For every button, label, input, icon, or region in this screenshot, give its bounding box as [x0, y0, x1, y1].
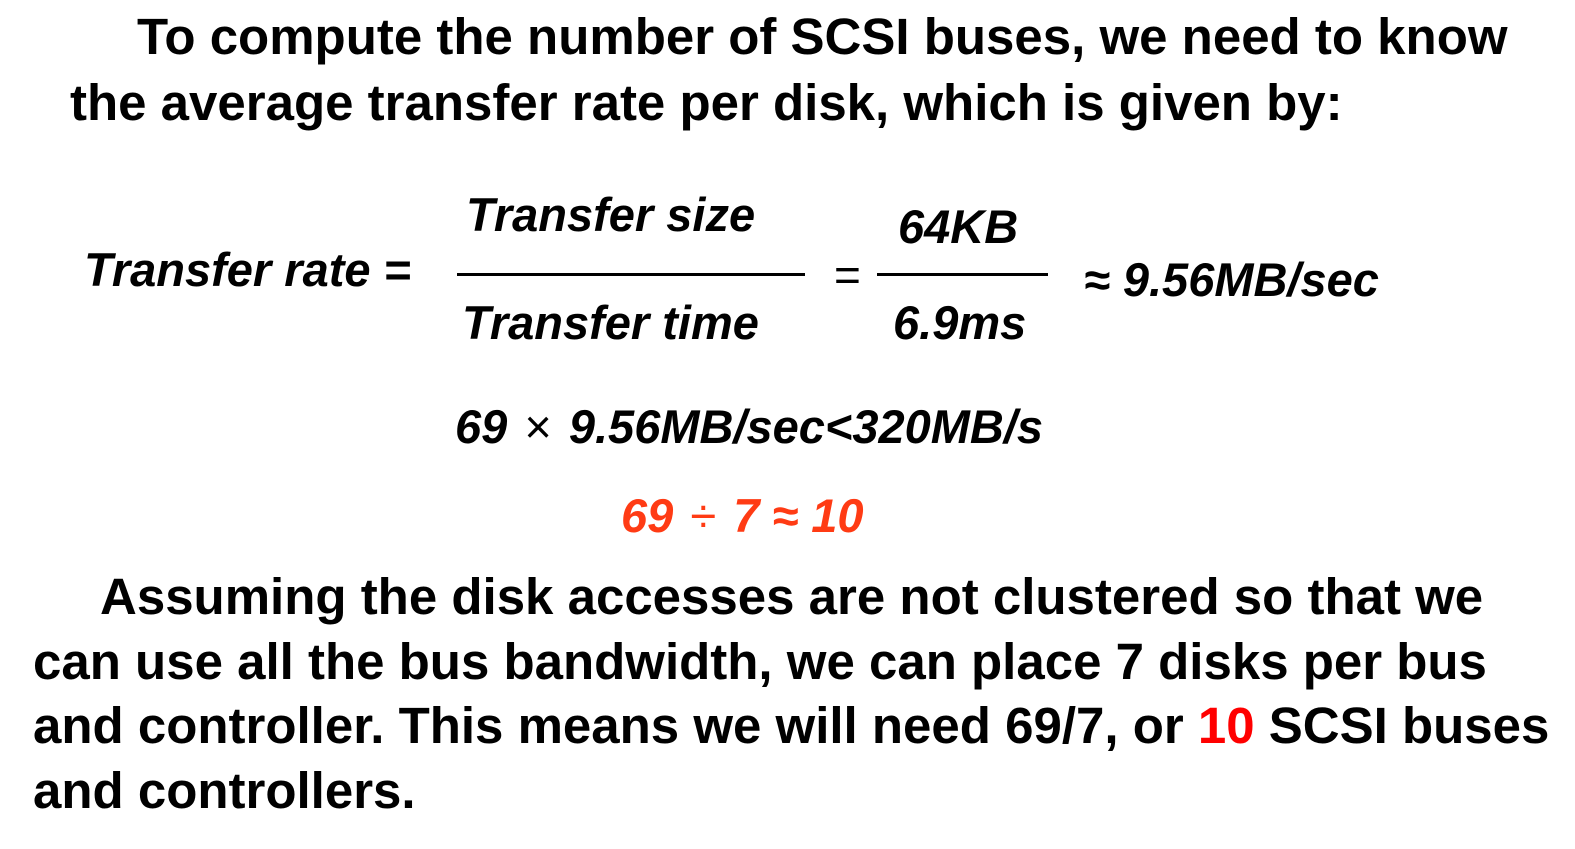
fraction-bar-symbolic [457, 273, 805, 276]
division-rhs: 7 ≈ 10 [733, 489, 864, 542]
times-sign: × [524, 400, 552, 453]
divide-sign: ÷ [690, 489, 717, 542]
check-rhs: 9.56MB/sec<320MB/s [568, 400, 1044, 453]
division-count: 69 [621, 489, 674, 542]
check-line [455, 399, 1043, 455]
division-line [621, 488, 864, 544]
outro-text-after: SCSI buses and controllers. [33, 697, 1550, 819]
formula-equals-sign: = [834, 249, 861, 301]
formula-denominator: Transfer time [462, 296, 759, 349]
formula-lhs: Transfer rate = [84, 243, 412, 296]
outro-highlight-count: 10 [1197, 697, 1255, 754]
check-count: 69 [455, 400, 508, 453]
formula-value-denominator: 6.9ms [893, 296, 1027, 349]
formula-numerator: Transfer size [466, 188, 756, 241]
intro-paragraph: To compute the number of SCSI buses, we need to know the average transfer rate per disk, which is given by: [70, 8, 1508, 131]
fraction-bar-numeric [877, 273, 1048, 276]
outro-text-before: Assuming the disk accesses are not clustered so that we can use all the bus bandwidth, we can place 7 disks per bus and controller. This means we will need 69/7, or [33, 568, 1487, 754]
formula-value-numerator: 64KB [898, 200, 1019, 253]
formula-result: ≈ 9.56MB/sec [1084, 253, 1379, 306]
outro-paragraph [33, 565, 1553, 823]
